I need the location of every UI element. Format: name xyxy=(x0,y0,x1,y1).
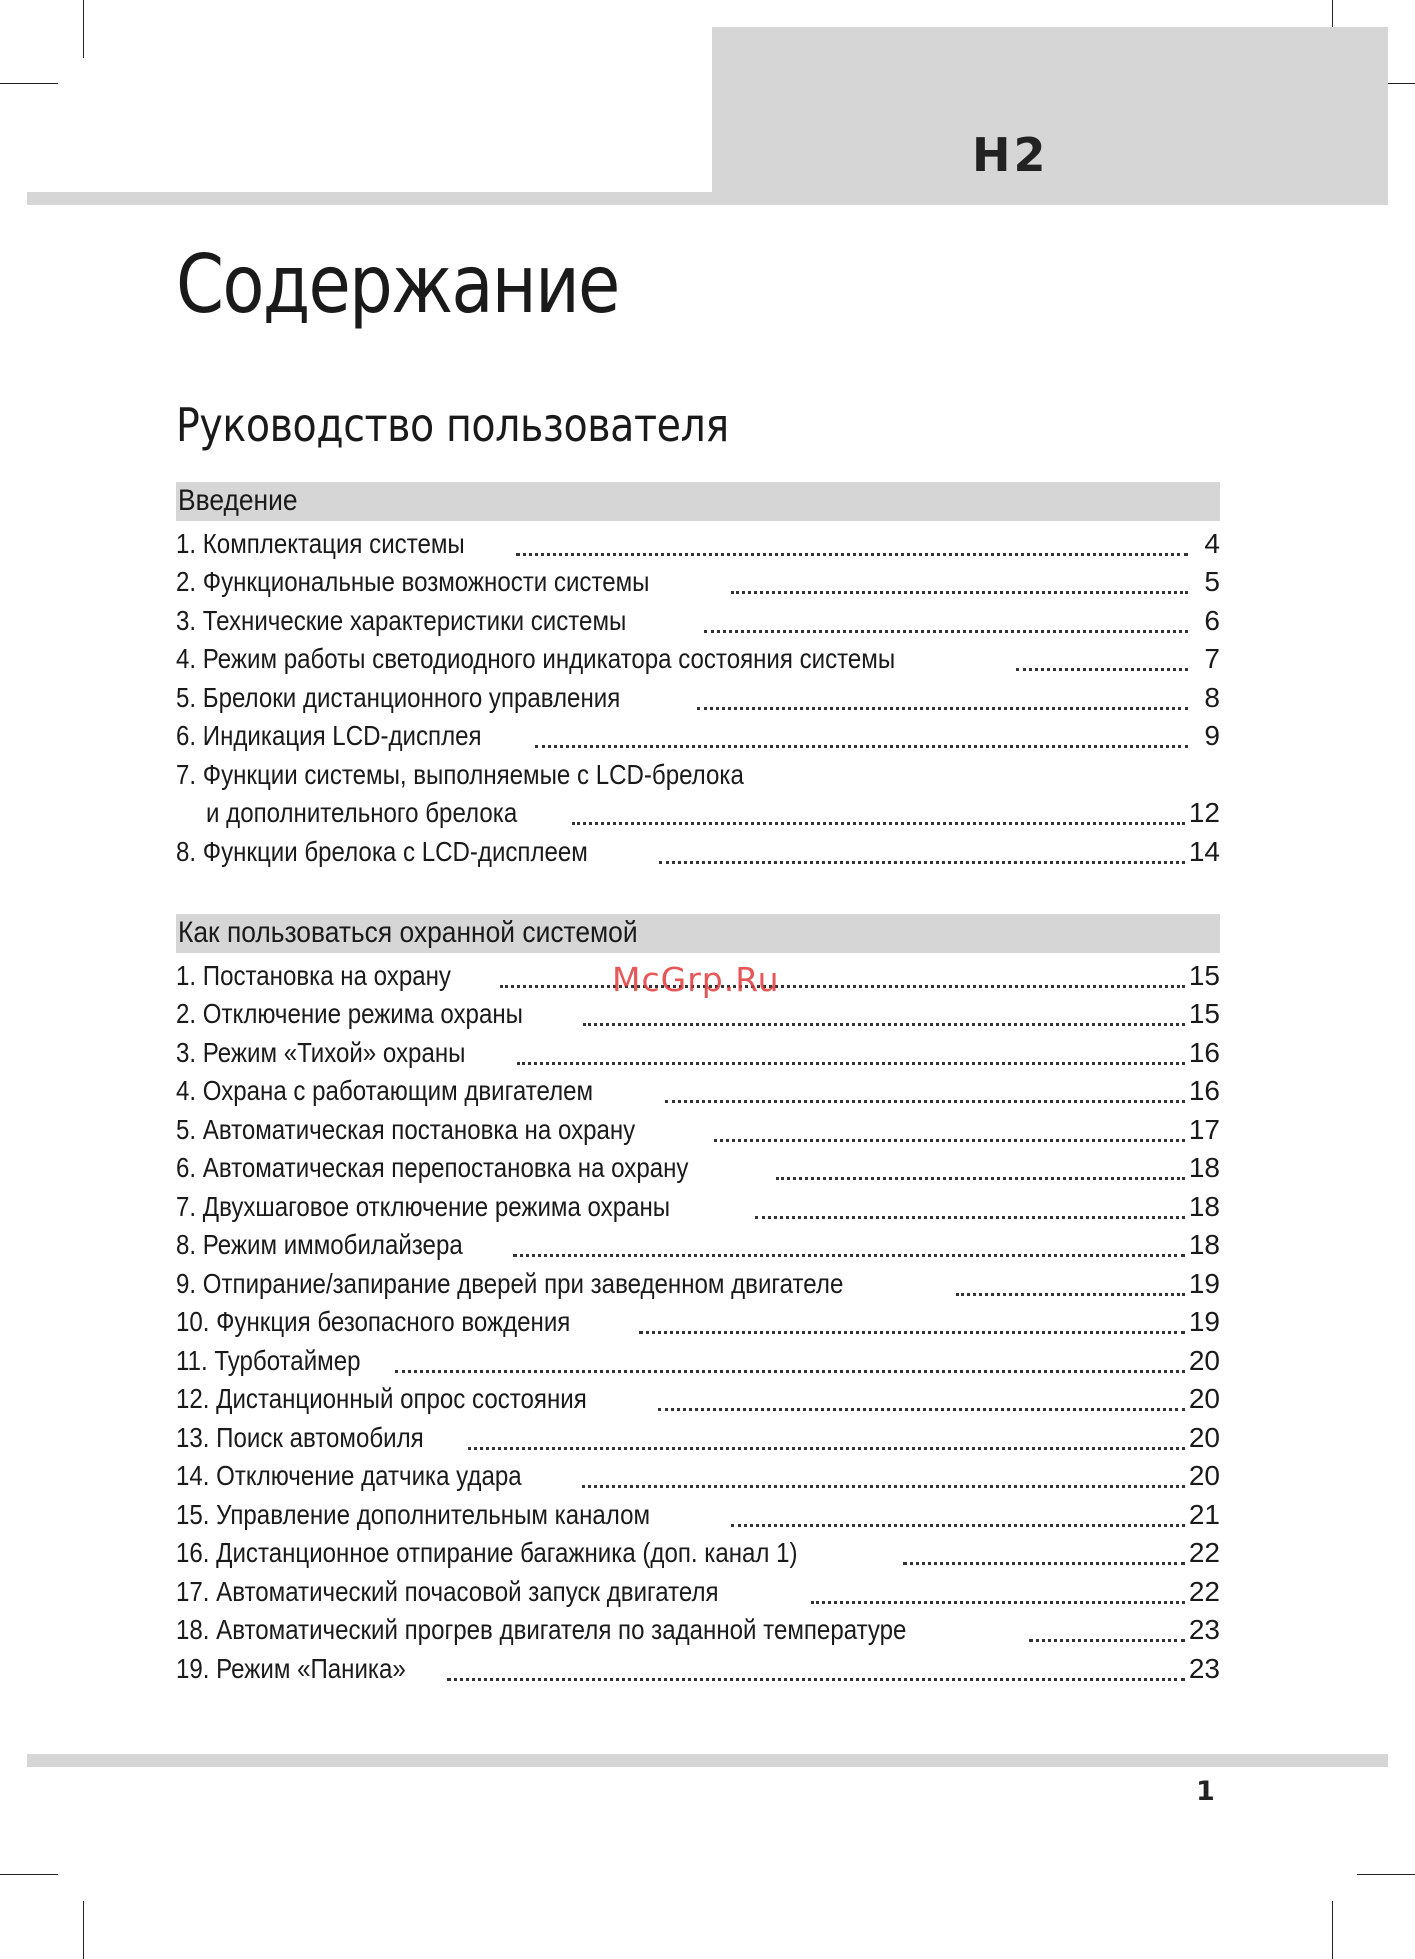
crop-mark xyxy=(83,1901,84,1959)
toc-entry[interactable] xyxy=(176,829,1220,868)
dot-leader xyxy=(956,1292,1185,1296)
toc-entry[interactable] xyxy=(176,1415,1220,1454)
header-strip xyxy=(27,192,713,205)
dot-leader xyxy=(659,860,1185,864)
toc-entry[interactable] xyxy=(176,1146,1220,1185)
toc-entry-title: 2. Отключение режима охраны xyxy=(176,998,523,1029)
toc-entry-page: 17 xyxy=(1188,1113,1220,1145)
dot-leader xyxy=(903,1561,1185,1565)
toc-list xyxy=(176,521,1220,868)
toc-entry-title: 7. Двухшаговое отключение режима охраны xyxy=(176,1190,671,1222)
crop-mark xyxy=(0,1874,58,1875)
toc-entry[interactable] xyxy=(176,637,1220,676)
dot-leader xyxy=(468,1446,1185,1450)
section-heading: Введение xyxy=(178,484,298,517)
toc-entry[interactable] xyxy=(176,1069,1220,1108)
dot-leader xyxy=(447,1677,1185,1681)
dot-leader xyxy=(517,1061,1185,1065)
toc-entry[interactable] xyxy=(176,1646,1220,1685)
dot-leader xyxy=(665,1099,1185,1103)
toc-entry[interactable] xyxy=(176,1492,1220,1531)
toc-entry-title: 17. Автоматический почасовой запуск двигателя xyxy=(176,1575,719,1607)
section-header xyxy=(176,914,1220,953)
toc-entry-page: 18 xyxy=(1188,1152,1220,1183)
toc-entry-title: 5. Брелоки дистанционного управления xyxy=(176,681,621,713)
toc-entry-title: 8. Функции брелока с LCD-дисплеем xyxy=(176,835,588,867)
toc-entry-page: 14 xyxy=(1188,835,1220,867)
toc-entry-page: 20 xyxy=(1188,1383,1220,1414)
toc-entry-title: 9. Отпирание/запирание дверей при заведенном двигателе xyxy=(176,1267,844,1299)
toc-entry-page: 19 xyxy=(1188,1306,1220,1337)
dot-leader xyxy=(395,1369,1185,1373)
toc-entry-title: 1. Постановка на охрану xyxy=(176,959,451,991)
toc-entry[interactable] xyxy=(176,1454,1220,1493)
footer-strip xyxy=(27,1754,1388,1767)
toc-entry-title: 4. Охрана с работающим двигателем xyxy=(176,1075,594,1106)
toc-entry[interactable] xyxy=(176,521,1220,560)
dot-leader xyxy=(714,1138,1185,1142)
toc-entry-page: 15 xyxy=(1188,959,1220,991)
toc-entry[interactable] xyxy=(176,1608,1220,1647)
toc-entry-page: 20 xyxy=(1188,1421,1220,1453)
toc-entry[interactable] xyxy=(176,1184,1220,1223)
toc-entry-page: 23 xyxy=(1188,1652,1220,1684)
toc-entry-page: 20 xyxy=(1188,1460,1220,1491)
toc-entry-title: 4. Режим работы светодиодного индикатора состояния системы xyxy=(176,643,896,674)
toc-entry[interactable] xyxy=(176,1223,1220,1262)
page-subtitle: Руководство пользователя xyxy=(176,398,729,452)
toc-entry[interactable] xyxy=(176,1338,1220,1377)
crop-mark xyxy=(1357,1874,1415,1875)
toc-entry-page: 5 xyxy=(1204,566,1220,597)
toc-entry-page: 6 xyxy=(1204,604,1220,636)
toc-entry-page: 8 xyxy=(1204,681,1220,713)
toc-entry-page: 19 xyxy=(1188,1267,1220,1299)
toc-entry[interactable] xyxy=(176,752,1220,791)
toc-entry-title: 19. Режим «Паника» xyxy=(176,1652,406,1684)
toc-entry-title: 10. Функция безопасного вождения xyxy=(176,1306,571,1337)
toc-entry-title: 11. Турботаймер xyxy=(176,1344,361,1376)
dot-leader xyxy=(513,1253,1184,1257)
toc-entry-title: 8. Режим иммобилайзера xyxy=(176,1229,463,1260)
toc-entry[interactable] xyxy=(176,598,1220,637)
dot-leader xyxy=(697,706,1188,710)
toc-entry[interactable] xyxy=(176,560,1220,599)
toc-entry[interactable] xyxy=(176,1377,1220,1416)
toc-entry-title: 6. Индикация LCD-дисплея xyxy=(176,720,482,751)
toc-section-intro xyxy=(176,482,1220,868)
dot-leader xyxy=(500,984,1185,988)
toc-entry-page: 22 xyxy=(1188,1575,1220,1607)
toc-entry[interactable] xyxy=(176,1030,1220,1069)
dot-leader xyxy=(582,1484,1185,1488)
toc-entry-page: 12 xyxy=(1188,797,1220,828)
toc-entry-page: 18 xyxy=(1188,1229,1220,1260)
toc-entry-page: 20 xyxy=(1188,1344,1220,1376)
dot-leader xyxy=(755,1215,1185,1219)
toc-entry[interactable] xyxy=(176,791,1220,830)
toc-entry-title: 2. Функциональные возможности системы xyxy=(176,566,650,597)
dot-leader xyxy=(535,744,1188,748)
crop-mark xyxy=(0,83,58,84)
toc-entry[interactable] xyxy=(176,1107,1220,1146)
section-heading: Как пользоваться охранной системой xyxy=(178,916,638,949)
toc-entry-title: 3. Технические характеристики системы xyxy=(176,604,627,636)
toc-entry[interactable] xyxy=(176,675,1220,714)
dot-leader xyxy=(1029,1638,1185,1642)
dot-leader xyxy=(704,629,1188,633)
toc-entry-title: 18. Автоматический прогрев двигателя по заданной температуре xyxy=(176,1614,907,1645)
toc-entry-title: 16. Дистанционное отпирание багажника (доп. канал 1) xyxy=(176,1537,798,1568)
header-block xyxy=(712,27,1388,205)
dot-leader xyxy=(639,1330,1185,1334)
page-title: Содержание xyxy=(176,238,619,331)
dot-leader xyxy=(1016,667,1188,671)
toc-entry-page: 7 xyxy=(1204,643,1220,674)
toc-entry-page: 18 xyxy=(1188,1190,1220,1222)
dot-leader xyxy=(811,1600,1185,1604)
toc-list xyxy=(176,953,1220,1685)
toc-entry[interactable] xyxy=(176,1531,1220,1570)
crop-mark xyxy=(1332,1901,1333,1959)
model-label: H2 xyxy=(972,128,1049,182)
section-header xyxy=(176,482,1220,521)
toc-entry-title: 1. Комплектация системы xyxy=(176,527,465,559)
toc-section-usage xyxy=(176,914,1220,1685)
toc-entry[interactable] xyxy=(176,1569,1220,1608)
dot-leader xyxy=(776,1176,1185,1180)
page-number: 1 xyxy=(1196,1776,1215,1807)
toc-entry-title: 13. Поиск автомобиля xyxy=(176,1421,424,1453)
dot-leader xyxy=(516,552,1188,556)
toc-entry-page: 16 xyxy=(1188,1036,1220,1068)
toc-entry-title: 6. Автоматическая перепостановка на охрану xyxy=(176,1152,689,1183)
toc-entry-page: 21 xyxy=(1188,1498,1220,1530)
toc-entry-page: 15 xyxy=(1188,998,1220,1029)
toc-entry-page: 4 xyxy=(1204,527,1220,559)
toc-entry-title: 3. Режим «Тихой» охраны xyxy=(176,1036,466,1068)
dot-leader xyxy=(658,1407,1185,1411)
watermark: McGrp.Ru xyxy=(612,960,780,999)
toc-entry-title: 12. Дистанционный опрос состояния xyxy=(176,1383,587,1414)
toc-entry-page: 23 xyxy=(1188,1614,1220,1645)
toc-entry-page: 16 xyxy=(1188,1075,1220,1106)
toc-entry-title: 15. Управление дополнительным каналом xyxy=(176,1498,651,1530)
toc-entry-page: 22 xyxy=(1188,1537,1220,1568)
toc-entry-title: и дополнительного брелока xyxy=(206,797,518,828)
crop-mark xyxy=(83,0,84,58)
toc-entry-title: 5. Автоматическая постановка на охрану xyxy=(176,1113,636,1145)
toc-entry[interactable] xyxy=(176,1261,1220,1300)
toc-entry[interactable] xyxy=(176,714,1220,753)
dot-leader xyxy=(731,590,1188,594)
dot-leader xyxy=(572,821,1185,825)
toc-entry-title: 14. Отключение датчика удара xyxy=(176,1460,522,1491)
toc-entry[interactable] xyxy=(176,1300,1220,1339)
dot-leader xyxy=(731,1523,1185,1527)
toc-entry-title: 7. Функции системы, выполняемые с LCD-брелока xyxy=(176,758,744,790)
toc-entry-page: 9 xyxy=(1204,720,1220,751)
dot-leader xyxy=(583,1022,1184,1026)
